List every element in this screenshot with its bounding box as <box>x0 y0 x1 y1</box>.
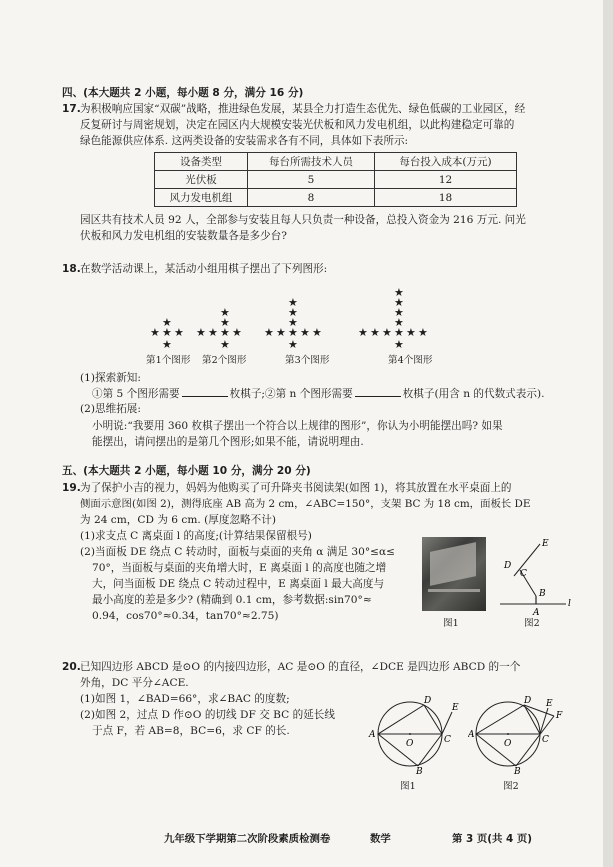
star-piece-icon: ★ <box>232 326 242 339</box>
star-piece-icon: ★ <box>370 326 380 339</box>
q17-number: 17. <box>62 103 81 115</box>
point-label-A: A <box>369 730 376 740</box>
star-piece-icon: ★ <box>382 326 392 339</box>
star-piece-icon: ★ <box>406 326 416 339</box>
q19-line-3: 为 24 cm，CD 为 6 cm. (厚度忽略不计) <box>80 514 276 526</box>
q17-table <box>154 152 517 207</box>
q20-line-2: 外角，DC 平分∠ACE. <box>80 677 189 689</box>
point-label-C: C <box>444 735 451 745</box>
page-edge <box>603 0 613 867</box>
q19-line-6: 70°，当面板与桌面的夹角增大时，E 离桌面 l 的高度也随之增 <box>92 562 387 574</box>
point-label-O: O <box>406 739 414 749</box>
q18-figure-2-label: 第2个图形 <box>202 355 247 366</box>
q18-part1-label: (1)探索新知: <box>80 372 141 384</box>
star-piece-icon: ★ <box>196 326 206 339</box>
table-cell: 5 <box>248 171 375 189</box>
star-piece-icon: ★ <box>208 326 218 339</box>
q18-number: 18. <box>62 263 81 275</box>
point-label-F: F <box>556 711 563 721</box>
q18-figure-1-label: 第1个图形 <box>146 355 191 366</box>
table-cell: 12 <box>375 171 517 189</box>
star-piece-icon: ★ <box>288 338 298 351</box>
star-piece-icon: ★ <box>220 316 230 329</box>
table-header-cell: 每台所需技术人员 <box>248 153 375 171</box>
star-piece-icon: ★ <box>264 326 274 339</box>
q18-part1-c: 枚棋子(用含 n 的代数式表示). <box>402 388 545 400</box>
point-label-E: E <box>546 699 553 709</box>
q20-fig1-diagram <box>368 694 460 774</box>
table-header-cell: 每台投入成本(万元) <box>375 153 517 171</box>
q20-line-5: 于点 F，若 AB=8，BC=6，求 CF 的长. <box>92 725 290 737</box>
q18-part2-line-1: 小明说:“我要用 360 枚棋子摆出一个符合以上规律的图形”，你认为小明能摆出吗? 如果 <box>92 420 503 432</box>
q19-fig2-caption: 图2 <box>524 618 540 629</box>
table-row <box>155 171 517 189</box>
q19-fig1-caption: 图1 <box>443 618 459 629</box>
q20-line-1: 已知四边形 ABCD 是⊙O 的内接四边形，AC 是⊙O 的直径，∠DCE 是四边形 ABCD 的一个 <box>80 661 521 673</box>
point-label-D: D <box>524 696 532 706</box>
star-piece-icon: ★ <box>394 338 404 351</box>
point-label-D: D <box>504 561 512 571</box>
star-piece-icon: ★ <box>358 326 368 339</box>
q18-part1-a: ①第 5 个图形需要 <box>92 388 180 400</box>
q19-line-5: (2)当面板 DE 绕点 C 转动时，面板与桌面的夹角 α 满足 30°≤α≤ <box>80 546 396 558</box>
star-piece-icon: ★ <box>300 326 310 339</box>
point-label-E: E <box>542 539 549 549</box>
table-header-row <box>155 153 517 171</box>
q20-number: 20. <box>62 661 81 673</box>
q20-fig2-diagram <box>468 694 564 774</box>
star-piece-icon: ★ <box>220 326 230 339</box>
star-piece-icon: ★ <box>162 338 172 351</box>
answer-blank-1[interactable] <box>182 386 228 397</box>
star-piece-icon: ★ <box>174 326 184 339</box>
q20-fig1-caption: 图1 <box>400 781 416 792</box>
q19-line-7: 大，问当面板 DE 绕点 C 转动过程中，E 离桌面 l 最大高度与 <box>92 578 385 590</box>
q20-line-4: (2)如图 2，过点 D 作⊙O 的切线 DF 交 BC 的延长线 <box>80 709 335 721</box>
star-piece-icon: ★ <box>394 326 404 339</box>
star-piece-icon: ★ <box>312 326 322 339</box>
q17-after-1: 园区共有技术人员 92 人，全部参与安装且每人只负责一种设备，总投入资金为 216 万元. 问光 <box>80 214 526 226</box>
section-4-heading: 四、(本大题共 2 小题，每小题 8 分，满分 16 分) <box>62 87 304 99</box>
star-piece-icon: ★ <box>394 286 404 299</box>
q18-figure-3-label: 第3个图形 <box>285 355 330 366</box>
q18-part1-line <box>92 386 544 403</box>
star-piece-icon: ★ <box>220 338 230 351</box>
q19-line-1: 为了保护小吉的视力，妈妈为他购买了可升降夹书阅读架(如图 1)，将其放置在水平桌面上的 <box>80 482 512 494</box>
q17-line-2: 反复研讨与周密规划，决定在园区内大规模安装光伏板和风力发电机组，以此构建稳定可靠的 <box>80 119 515 131</box>
point-label-C: C <box>520 569 527 579</box>
star-piece-icon: ★ <box>162 326 172 339</box>
table-cell: 18 <box>375 189 517 207</box>
q17-line-1: 为积极响应国家“双碳”战略，推进绿色发展，某县全力打造生态优先、绿色低碳的工业园区，经 <box>80 103 526 115</box>
point-label-E: E <box>452 703 459 713</box>
star-piece-icon: ★ <box>276 326 286 339</box>
star-piece-icon: ★ <box>394 296 404 309</box>
footer-title: 九年级下学期第二次阶段素质检测卷 <box>164 833 331 845</box>
table-header-cell: 设备类型 <box>155 153 248 171</box>
point-label-O: O <box>504 739 512 749</box>
point-label-B: B <box>514 767 521 774</box>
section-5-heading: 五、(本大题共 2 小题，每小题 10 分，满分 20 分) <box>62 465 311 477</box>
q18-intro: 在数学活动课上，某活动小组用棋子摆出了下列图形: <box>80 263 328 275</box>
point-label-A: A <box>533 608 540 618</box>
table-row <box>155 189 517 207</box>
point-label-C: C <box>542 735 549 745</box>
star-piece-icon: ★ <box>394 316 404 329</box>
point-label-B: B <box>539 589 546 599</box>
q19-line-9: 0.94，cos70°≈0.34，tan70°≈2.75) <box>92 610 279 622</box>
q20-fig2-caption: 图2 <box>503 781 519 792</box>
q18-figure-4-label: 第4个图形 <box>388 355 433 366</box>
q19-fig2-diagram <box>496 536 576 618</box>
star-piece-icon: ★ <box>150 326 160 339</box>
q19-line-8: 最小高度的差是多少? (精确到 0.1 cm，参考数据:sin70°≈ <box>92 594 372 606</box>
star-piece-icon: ★ <box>162 316 172 329</box>
star-piece-icon: ★ <box>418 326 428 339</box>
footer-subject: 数学 <box>370 833 391 845</box>
q17-line-3: 绿色能源供应体系. 这两类设备的安装需求各有不同，具体如下表所示: <box>80 135 409 147</box>
q18-part2-label: (2)思维拓展: <box>80 403 141 415</box>
q18-part2-line-2: 能摆出，请问摆出的是第几个图形;如果不能，请说明理由. <box>92 436 364 448</box>
q17-after-2: 伏板和风力发电机组的安装数量各是多少台? <box>80 230 287 242</box>
table-cell: 风力发电机组 <box>155 189 248 207</box>
star-piece-icon: ★ <box>220 306 230 319</box>
q20-line-3: (1)如图 1，∠BAD=66°，求∠BAC 的度数; <box>80 693 290 705</box>
point-label-B: B <box>416 767 423 774</box>
q18-part1-b: 枚棋子;②第 n 个图形需要 <box>229 388 353 400</box>
table-cell: 8 <box>248 189 375 207</box>
line-label-l: l <box>568 599 571 609</box>
answer-blank-2[interactable] <box>355 386 401 397</box>
star-piece-icon: ★ <box>288 296 298 309</box>
point-label-D: D <box>424 696 432 706</box>
table-cell: 光伏板 <box>155 171 248 189</box>
star-piece-icon: ★ <box>288 306 298 319</box>
star-piece-icon: ★ <box>394 306 404 319</box>
q19-line-4: (1)求支点 C 离桌面 l 的高度;(计算结果保留根号) <box>80 530 312 542</box>
q19-number: 19. <box>62 482 81 494</box>
footer-page: 第 3 页(共 4 页) <box>452 833 532 845</box>
star-piece-icon: ★ <box>288 316 298 329</box>
point-label-A: A <box>468 730 475 740</box>
star-piece-icon: ★ <box>288 326 298 339</box>
book-stand-photo <box>422 537 486 611</box>
q19-line-2: 侧面示意图(如图 2)，测得底座 AB 高为 2 cm，∠ABC=150°，支架 BC 为 18 cm，面板长 DE <box>80 498 531 510</box>
